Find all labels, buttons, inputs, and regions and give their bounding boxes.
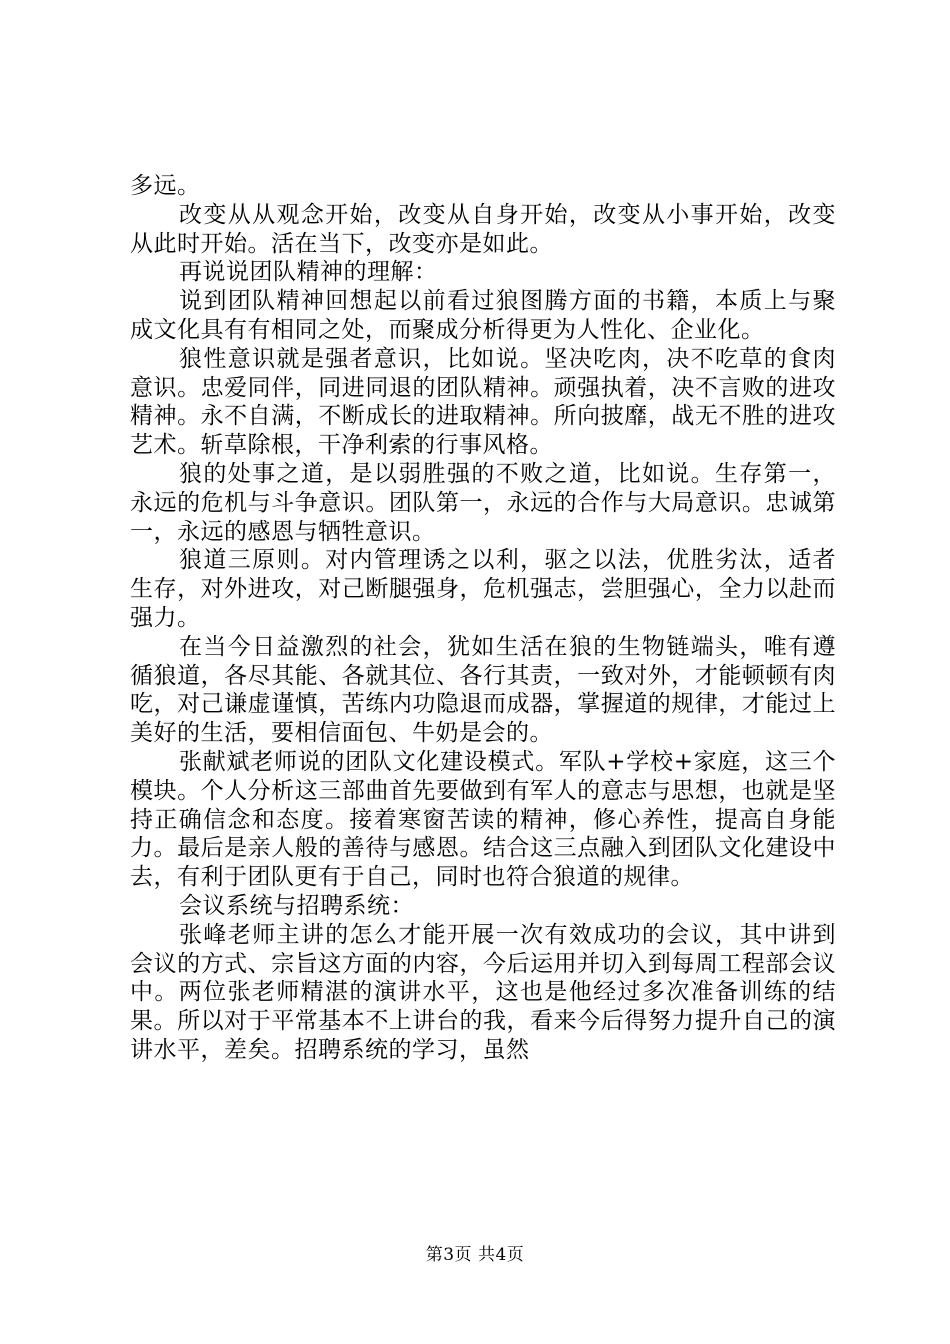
section-heading: 再说说团队精神的理解： <box>179 259 438 286</box>
paragraph: 说到团队精神回想起以前看过狼图腾方面的书籍，本质上与聚成文化具有有相同之处，而聚成分析得更为人性化、企业化。 <box>130 288 836 343</box>
document-body <box>130 172 836 1065</box>
paragraph: 张峰老师主讲的怎么才能开展一次有效成功的会议，其中讲到会议的方式、宗旨这方面的内容，今后运用并切入到每周工程部会议中。两位张老师精湛的演讲水平，这也是他经过多次准备训练的结果。所以对于平常基本不上讲台的我，看来今后得努力提升自己的演讲水平，差矣。招聘系统的学习，虽然 <box>130 921 836 1063</box>
page-number-footer: 第3页 共4页 <box>425 1245 525 1265</box>
paragraph: 狼道三原则。对内管理诱之以利，驱之以法，优胜劣汰，适者生存，对外进攻，对己断腿强身，危机强志，尝胆强心，全力以赴而强力。 <box>130 547 836 631</box>
paragraph: 改变从从观念开始，改变从自身开始，改变从小事开始，改变从此时开始。活在当下，改变亦是如此。 <box>130 201 836 257</box>
section-heading: 会议系统与招聘系统： <box>179 892 414 919</box>
paragraph: 张献斌老师说的团队文化建设模式。军队+学校+家庭，这三个模块。个人分析这三部曲首先要做到有军人的意志与思想，也就是坚持正确信念和态度。接着寒窗苦读的精神，修心养性，提高自身能力。最后是亲人般的善待与感恩。结合这三点融入到团队文化建设中去，有利于团队更有于自己，同时也符合狼道的规律。 <box>130 748 836 891</box>
paragraph: 狼的处事之道，是以弱胜强的不败之道，比如说。生存第一，永远的危机与斗争意识。团队第一，永远的合作与大局意识。忠诚第一，永远的感恩与牺牲意识。 <box>130 460 836 545</box>
paragraph: 多远。 <box>130 173 201 199</box>
paragraph: 狼性意识就是强者意识，比如说。坚决吃肉，决不吃草的食肉意识。忠爱同伴，同进同退的团队精神。顽强执着，决不言败的进攻精神。永不自满，不断成长的进取精神。所向披靡，战无不胜的进攻艺术。斩草除根，干净利索的行事风格。 <box>130 345 836 459</box>
paragraph: 在当今日益激烈的社会，犹如生活在狼的生物链端头，唯有遵循狼道，各尽其能、各就其位、各行其责，一致对外，才能顿顿有肉吃，对己谦虚谨慎，苦练内功隐退而成器，掌握道的规律，才能过上美好的生活，要相信面包、牛奶是会的。 <box>130 633 836 747</box>
